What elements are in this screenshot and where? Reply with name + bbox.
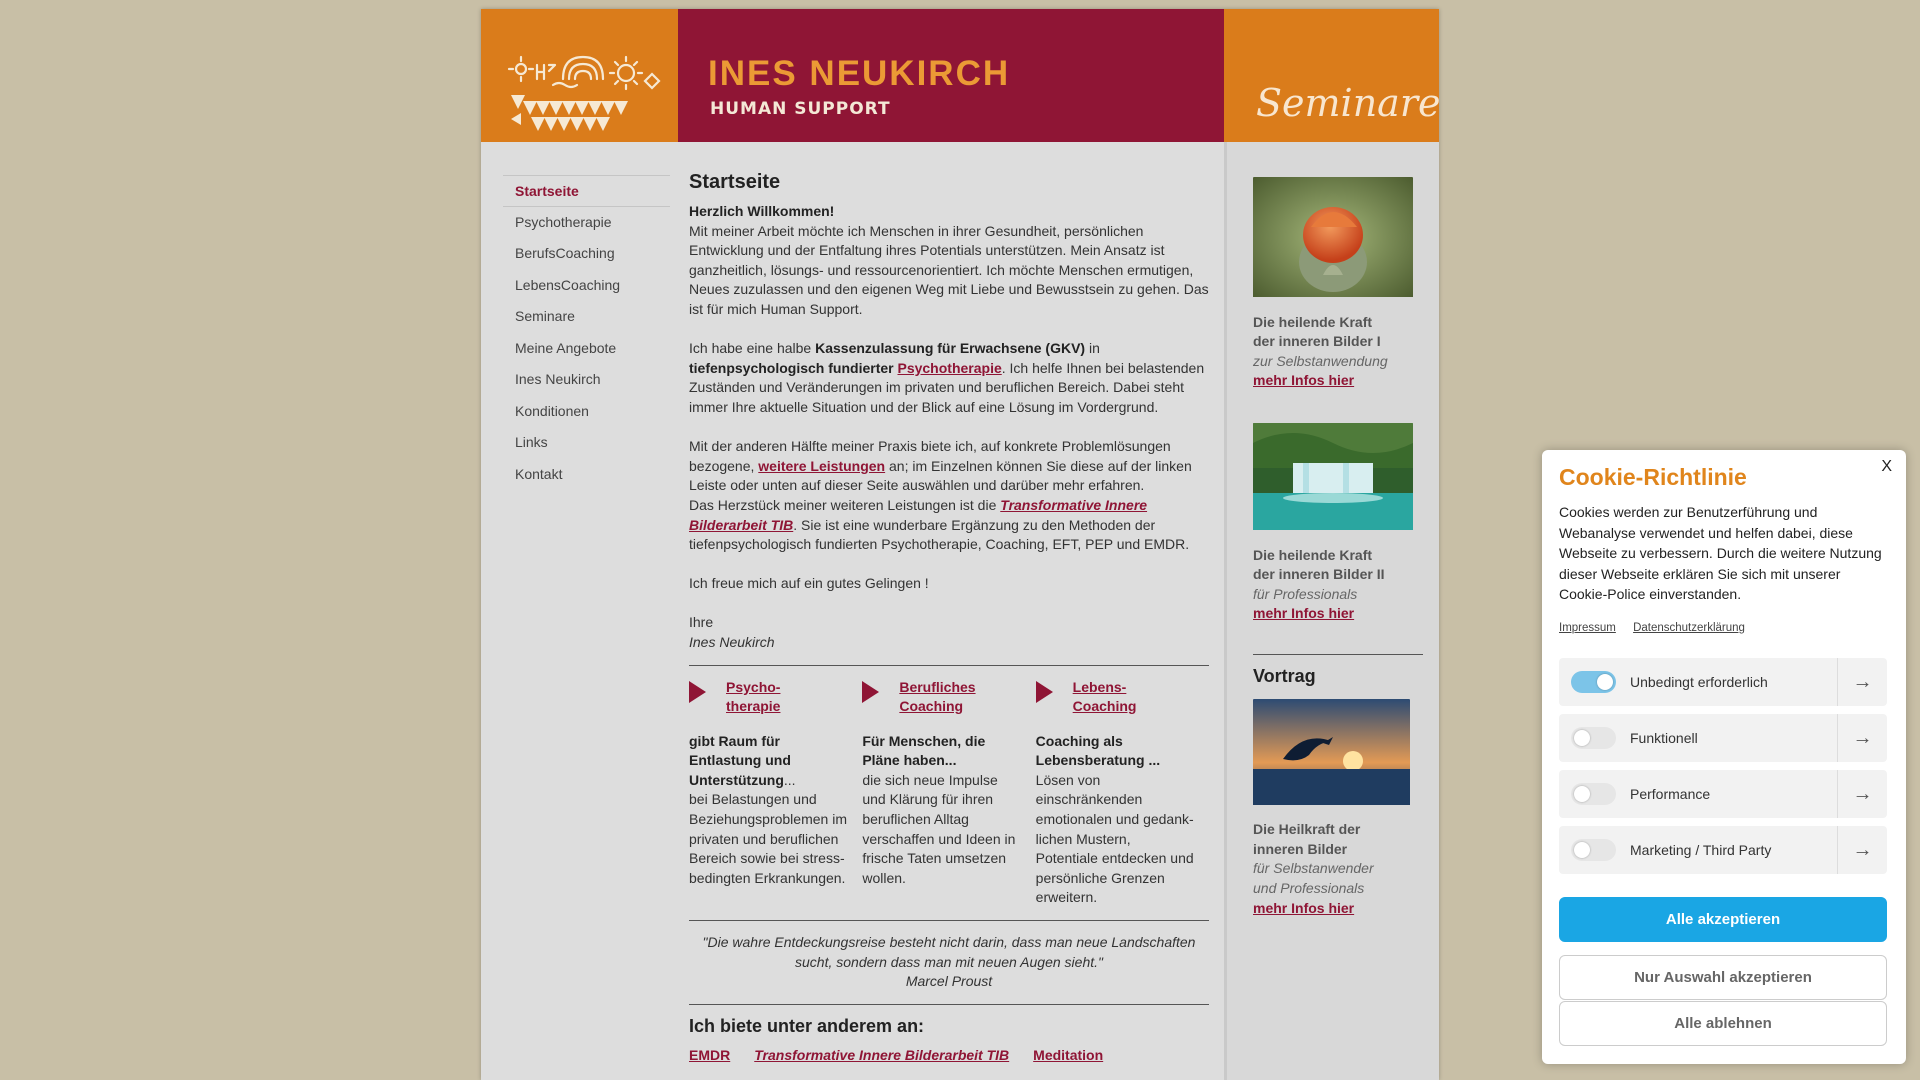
page-title: Startseite bbox=[689, 171, 781, 193]
nav-item-seminare[interactable]: Seminare bbox=[515, 308, 575, 324]
sidebar-nav bbox=[503, 175, 670, 490]
cookie-text: Cookies werden zur Benutzerführung und Webanalyse verwendet und helfen dabei, diese Webseite zu verbessern. Durch die weitere Nutzung dieser Webseite erklären Sie sich mit unserer Cookie-Police einverstanden. bbox=[1559, 504, 1882, 603]
welcome-heading: Herzlich Willkommen! bbox=[689, 203, 835, 219]
cookie-links bbox=[1559, 622, 1759, 634]
service-columns bbox=[689, 678, 1209, 908]
service-column-psychotherapie: Psycho- therapie gibt Raum für Entlastung und Unterstützung... bei Belastungen und Beziehungsproblemen im privaten und beruflichen Bereich sowie bei stress-bedingten Erkrankungen. bbox=[689, 678, 847, 886]
offer-tib-link[interactable]: Transformative Innere Bilderarbeit TIB bbox=[754, 1047, 1010, 1064]
right-sidebar bbox=[1224, 142, 1439, 1080]
arrow-right-icon[interactable]: → bbox=[1837, 714, 1887, 762]
category-label: Unbedingt erforderlich bbox=[1630, 674, 1768, 690]
card-2-title: Die heilende Kraft der inneren Bilder II bbox=[1253, 546, 1385, 583]
quote-author: Marcel Proust bbox=[905, 973, 993, 990]
waterfall-image[interactable] bbox=[1253, 423, 1413, 536]
card-1-more-link[interactable]: mehr Infos hier bbox=[1253, 372, 1355, 389]
essential-toggle[interactable] bbox=[1571, 671, 1616, 693]
play-arrow-icon bbox=[1036, 681, 1053, 703]
play-arrow-icon bbox=[689, 681, 706, 703]
nav-item-konditionen[interactable]: Konditionen bbox=[515, 402, 589, 419]
brand-name: INES NEUKIRCH bbox=[708, 54, 1011, 93]
service-column-berufliches-coaching: Berufliches Coaching Für Menschen, die Pläne haben... die sich neue Impulse und Klärung für ihren beruflichen Alltag verschaffen und Ideen in frische Taten umsetzen wollen. bbox=[862, 678, 1016, 886]
cookie-dialog bbox=[1542, 450, 1906, 1064]
privacy-link[interactable]: Datenschutzerklärung bbox=[1633, 622, 1745, 634]
main-content bbox=[689, 170, 1209, 1066]
psychotherapie-link[interactable]: Psychotherapie bbox=[897, 359, 1002, 376]
weitere-leistungen-link[interactable]: weitere Leistungen bbox=[758, 457, 886, 474]
arrow-right-icon[interactable]: → bbox=[1837, 826, 1887, 874]
card-1-subtitle: zur Selbstanwendung bbox=[1253, 352, 1388, 369]
card-2-subtitle: für Professionals bbox=[1253, 585, 1358, 602]
cookie-category-functional bbox=[1559, 714, 1887, 762]
card-2-more-link[interactable]: mehr Infos hier bbox=[1253, 605, 1355, 622]
section-tag: Seminare bbox=[1256, 81, 1441, 125]
lebens-coaching-link[interactable]: Lebens- Coaching bbox=[1072, 678, 1137, 714]
logo-area[interactable] bbox=[481, 9, 678, 142]
cookie-title: Cookie-Richtlinie bbox=[1559, 464, 1747, 490]
nav-item-ines-neukirch[interactable]: Ines Neukirch bbox=[515, 371, 601, 387]
divider bbox=[689, 665, 1209, 666]
performance-toggle[interactable] bbox=[1571, 783, 1616, 805]
vortrag-more-link[interactable]: mehr Infos hier bbox=[1253, 899, 1355, 916]
category-label: Marketing / Third Party bbox=[1630, 842, 1772, 858]
brand-subtitle: HUMAN SUPPORT bbox=[710, 99, 891, 119]
nav-item-links[interactable]: Links bbox=[515, 434, 548, 450]
close-icon[interactable]: X bbox=[1881, 458, 1892, 475]
nav-item-startseite[interactable]: Startseite bbox=[503, 175, 670, 207]
nav-item-meine-angebote[interactable]: Meine Angebote bbox=[515, 339, 617, 356]
vortrag-heading: Vortrag bbox=[1253, 665, 1316, 686]
cookie-category-essential bbox=[1559, 658, 1887, 706]
psychotherapie-column-link[interactable]: Psycho- therapie bbox=[726, 678, 781, 714]
vortrag-subtitle: für Selbstanwender und Professionals bbox=[1253, 860, 1374, 896]
closing-paragraph: Ich freue mich auf ein gutes Gelingen ! bbox=[689, 575, 929, 592]
offer-emdr-link[interactable]: EMDR bbox=[689, 1047, 731, 1064]
impressum-link[interactable]: Impressum bbox=[1559, 622, 1616, 634]
accept-all-button[interactable]: Alle akzeptieren bbox=[1559, 897, 1887, 942]
arrow-right-icon[interactable]: → bbox=[1837, 770, 1887, 818]
nav-item-psychotherapie[interactable]: Psychotherapie bbox=[515, 213, 612, 230]
offers-list bbox=[689, 1046, 1209, 1066]
vortrag-title: Die Heilkraft der inneren Bilder bbox=[1253, 821, 1361, 857]
dolphin-image[interactable] bbox=[1253, 699, 1410, 811]
category-label: Performance bbox=[1630, 786, 1711, 802]
arrow-right-icon[interactable]: → bbox=[1837, 658, 1887, 706]
cookie-category-performance bbox=[1559, 770, 1887, 818]
nav-item-lebenscoaching[interactable]: LebensCoaching bbox=[515, 276, 621, 293]
nav-item-kontakt[interactable]: Kontakt bbox=[515, 465, 563, 482]
berufliches-coaching-link[interactable]: Berufliches Coaching bbox=[899, 678, 976, 714]
section-banner bbox=[1224, 9, 1439, 142]
tib-link[interactable]: Transformative Innere Bilderarbeit TIB bbox=[689, 496, 1148, 533]
signature: Ines Neukirch bbox=[689, 634, 775, 651]
page-container bbox=[481, 9, 1439, 1080]
play-arrow-icon bbox=[862, 681, 879, 703]
offer-meditation-link[interactable]: Meditation bbox=[1033, 1047, 1104, 1064]
sidebar-content bbox=[1253, 177, 1423, 918]
nav-item-berufscoaching[interactable]: BerufsCoaching bbox=[515, 245, 615, 261]
sidebar-divider bbox=[1253, 654, 1423, 655]
brand-banner bbox=[678, 9, 1224, 142]
closing-line: Ihre bbox=[689, 614, 714, 631]
cookie-category-marketing bbox=[1559, 826, 1887, 874]
services-paragraph: Mit der anderen Hälfte meiner Praxis biete ich, auf konkrete Problemlösungen bezogene, weitere Leistungen an; im Einzelnen können Sie diese auf der linken Leiste oder unten auf dieser Seite auswählen und darüber mehr erfahren. Das Herzstück meiner weiteren Leistungen ist die Transformative Innere Bilderarbeit TIB. Sie ist eine wunderbare Ergänzung zu den Methoden der tiefenpsychologisch fundierten Psychotherapie, Coaching, EFT, PEP und EMDR. bbox=[689, 438, 1192, 553]
intro-paragraph: Mit meiner Arbeit möchte ich Menschen in ihrer Gesundheit, persönlichen Entwicklung und der Entfaltung ihres Potentials unterstützen. Mein Ansatz ist ganzheitlich, lösungs- und ressourcenorientiert. Ich möchte Menschen ermutigen, Neues zuzulassen und den eigenen Weg mit Liebe und Bewusstsein zu gehen. Das ist für mich Human Support. bbox=[689, 222, 1209, 317]
reject-all-button[interactable]: Alle ablehnen bbox=[1559, 1001, 1887, 1046]
ornament-logo-icon bbox=[481, 9, 678, 142]
quote: "Die wahre Entdeckungsreise besteht nicht darin, dass man neue Landschaften sucht, sondern dass man mit neuen Augen sieht." Marcel Proust bbox=[702, 934, 1196, 990]
category-label: Funktionell bbox=[1630, 730, 1698, 746]
flower-image[interactable] bbox=[1253, 177, 1413, 303]
service-column-lebens-coaching: Lebens- Coaching Coaching als Lebensberatung ... Lösen von einschränkenden emotionalen und gedank-lichen Mustern, Potentiale entdecken und persönliche Grenzen erweitern. bbox=[1035, 678, 1194, 906]
gkv-paragraph: Ich habe eine halbe Kassenzulassung für Erwachsene (GKV) in tiefenpsychologisch fundierter Psychotherapie. Ich helfe Ihnen bei belastenden Zuständen und Veränderungen im privaten und beruflichen Bereich. Dabei steht immer Ihre aktuelle Situation und der Blick auf eine Lösung im Vordergrund. bbox=[689, 340, 1205, 415]
functional-toggle[interactable] bbox=[1571, 727, 1616, 749]
accept-selection-button[interactable]: Nur Auswahl akzeptieren bbox=[1559, 955, 1887, 1000]
card-1-title: Die heilende Kraft der inneren Bilder I bbox=[1253, 313, 1381, 350]
divider bbox=[689, 1004, 1209, 1005]
marketing-toggle[interactable] bbox=[1571, 839, 1616, 861]
divider bbox=[689, 920, 1209, 921]
offers-heading: Ich biete unter anderem an: bbox=[689, 1015, 925, 1036]
